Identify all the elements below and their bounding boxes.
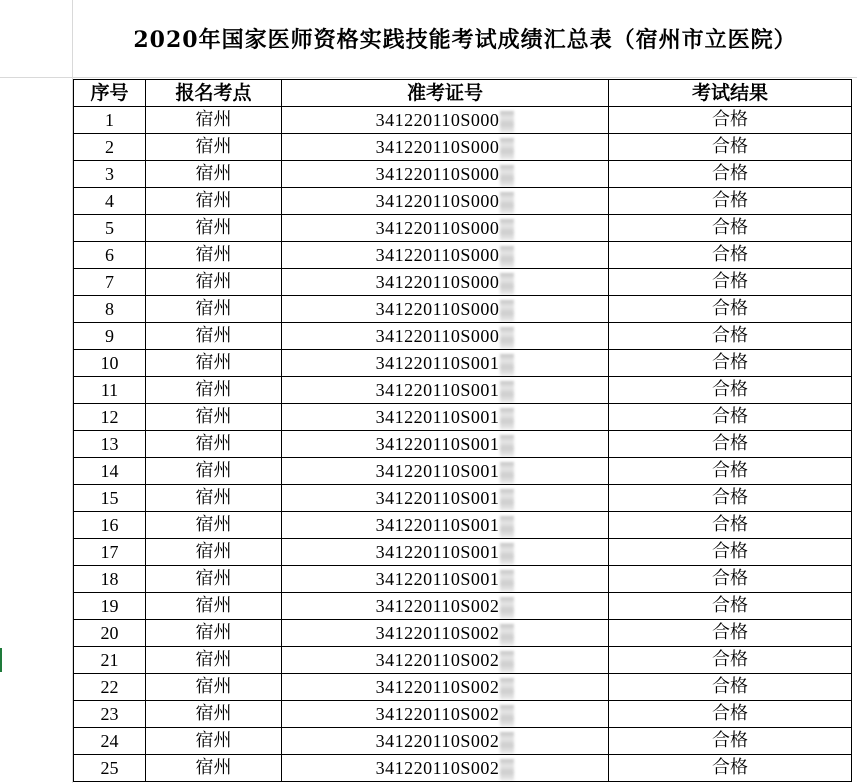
cell-seq-text: 2 — [105, 137, 114, 157]
cell-seq[interactable] — [74, 674, 146, 701]
table-row — [74, 161, 852, 188]
cell-seq-text: 18 — [100, 569, 119, 589]
cell-result-text: 合格 — [712, 757, 748, 778]
cell-site[interactable] — [146, 323, 282, 350]
redaction-blur — [500, 138, 514, 160]
redaction-blur — [500, 543, 514, 565]
cell-seq[interactable] — [74, 755, 146, 782]
table-row — [74, 458, 852, 485]
table-row — [74, 350, 852, 377]
cell-exam-no-text: 341220110S001 — [375, 542, 500, 562]
cell-site[interactable] — [146, 728, 282, 755]
table-row — [74, 296, 852, 323]
redaction-blur — [500, 327, 514, 349]
cell-result[interactable] — [609, 593, 852, 620]
cell-seq[interactable] — [74, 296, 146, 323]
cell-site-text: 宿州 — [195, 595, 232, 616]
cell-exam-no[interactable] — [282, 404, 609, 431]
cell-result[interactable] — [609, 539, 852, 566]
table-row — [74, 485, 852, 512]
redaction-blur — [500, 732, 514, 754]
cell-result[interactable] — [609, 161, 852, 188]
cell-result-text: 合格 — [712, 163, 748, 184]
cell-exam-no[interactable] — [282, 350, 609, 377]
cell-site[interactable] — [146, 350, 282, 377]
table-row — [74, 188, 852, 215]
cell-exam-no-text: 341220110S002 — [375, 677, 500, 697]
table-row — [74, 242, 852, 269]
cell-seq[interactable] — [74, 350, 146, 377]
cell-result[interactable] — [609, 188, 852, 215]
table-row — [74, 269, 852, 296]
cell-result-text: 合格 — [712, 676, 748, 697]
cell-seq[interactable] — [74, 512, 146, 539]
cell-seq-text: 22 — [100, 677, 119, 697]
table-row — [74, 134, 852, 161]
cell-exam-no-text: 341220110S001 — [375, 461, 500, 481]
redaction-blur — [500, 354, 514, 376]
cell-result[interactable] — [609, 134, 852, 161]
cell-seq-text: 13 — [100, 434, 119, 454]
cell-site[interactable] — [146, 242, 282, 269]
cell-site-text: 宿州 — [195, 514, 232, 535]
cell-site[interactable] — [146, 404, 282, 431]
cell-seq[interactable] — [74, 161, 146, 188]
table-row — [74, 701, 852, 728]
cell-result-text: 合格 — [712, 649, 748, 670]
cell-site[interactable] — [146, 674, 282, 701]
cell-seq[interactable] — [74, 134, 146, 161]
cell-site-text: 宿州 — [195, 622, 232, 643]
redaction-blur — [500, 435, 514, 457]
cell-exam-no[interactable] — [282, 161, 609, 188]
cell-seq-text: 1 — [105, 110, 114, 130]
table-row — [74, 647, 852, 674]
cell-exam-no[interactable] — [282, 458, 609, 485]
cell-site[interactable] — [146, 539, 282, 566]
cell-site-text: 宿州 — [195, 190, 232, 211]
table-row — [74, 404, 852, 431]
cell-site[interactable] — [146, 296, 282, 323]
cell-exam-no-text: 341220110S000 — [375, 245, 500, 265]
cell-exam-no-text: 341220110S001 — [375, 407, 500, 427]
table-row — [74, 728, 852, 755]
cell-site-text: 宿州 — [195, 325, 232, 346]
header-seq[interactable]: 序号 — [74, 80, 146, 107]
table-row — [74, 323, 852, 350]
cell-site[interactable] — [146, 755, 282, 782]
cell-site-text: 宿州 — [195, 757, 232, 778]
cell-result-text: 合格 — [712, 271, 748, 292]
cell-result-text: 合格 — [712, 217, 748, 238]
cell-exam-no-text: 341220110S001 — [375, 380, 500, 400]
cell-exam-no-text: 341220110S000 — [375, 137, 500, 157]
cell-exam-no[interactable] — [282, 512, 609, 539]
cell-result[interactable] — [609, 512, 852, 539]
cell-exam-no[interactable] — [282, 566, 609, 593]
cell-exam-no[interactable] — [282, 188, 609, 215]
cell-seq[interactable] — [74, 620, 146, 647]
table-row — [74, 566, 852, 593]
cell-result-text: 合格 — [712, 406, 748, 427]
cell-exam-no[interactable] — [282, 215, 609, 242]
cell-exam-no-text: 341220110S002 — [375, 704, 500, 724]
cell-result[interactable] — [609, 701, 852, 728]
cell-result-text: 合格 — [712, 190, 748, 211]
cell-site[interactable] — [146, 593, 282, 620]
cell-site-text: 宿州 — [195, 217, 232, 238]
cell-result-text: 合格 — [712, 595, 748, 616]
cell-site[interactable] — [146, 566, 282, 593]
cell-site[interactable] — [146, 458, 282, 485]
cell-seq[interactable] — [74, 539, 146, 566]
cell-result[interactable] — [609, 107, 852, 134]
table-row — [74, 107, 852, 134]
cell-site-text: 宿州 — [195, 487, 232, 508]
cell-exam-no-text: 341220110S001 — [375, 434, 500, 454]
cell-exam-no-text: 341220110S002 — [375, 731, 500, 751]
cell-site[interactable] — [146, 512, 282, 539]
results-table — [73, 79, 852, 782]
header-row — [74, 80, 852, 107]
cell-exam-no-text: 341220110S002 — [375, 596, 500, 616]
cell-site-text: 宿州 — [195, 460, 232, 481]
header-exam-no[interactable]: 准考证号 — [282, 80, 609, 107]
cell-seq-text: 20 — [100, 623, 119, 643]
table-row — [74, 674, 852, 701]
row-selection-marker — [0, 648, 2, 672]
cell-seq-text: 15 — [100, 488, 119, 508]
cell-exam-no-text: 341220110S000 — [375, 218, 500, 238]
cell-exam-no-text: 341220110S000 — [375, 272, 500, 292]
cell-result[interactable] — [609, 296, 852, 323]
cell-exam-no[interactable] — [282, 647, 609, 674]
cell-site[interactable] — [146, 134, 282, 161]
redaction-blur — [500, 597, 514, 619]
cell-exam-no[interactable] — [282, 593, 609, 620]
redaction-blur — [500, 273, 514, 295]
cell-result-text: 合格 — [712, 298, 748, 319]
cell-site-text: 宿州 — [195, 649, 232, 670]
redaction-blur — [500, 705, 514, 727]
cell-site-text: 宿州 — [195, 568, 232, 589]
cell-seq-text: 9 — [105, 326, 114, 346]
cell-site[interactable] — [146, 701, 282, 728]
cell-site-text: 宿州 — [195, 379, 232, 400]
cell-exam-no[interactable] — [282, 242, 609, 269]
cell-exam-no[interactable] — [282, 269, 609, 296]
redaction-blur — [500, 759, 514, 781]
header-site[interactable]: 报名考点 — [146, 80, 282, 107]
cell-exam-no-text: 341220110S000 — [375, 164, 500, 184]
cell-seq[interactable] — [74, 377, 146, 404]
cell-exam-no-text: 341220110S000 — [375, 326, 500, 346]
cell-site-text: 宿州 — [195, 352, 232, 373]
cell-site[interactable] — [146, 215, 282, 242]
cell-site-text: 宿州 — [195, 676, 232, 697]
cell-exam-no[interactable] — [282, 485, 609, 512]
cell-seq-text: 3 — [105, 164, 114, 184]
cell-exam-no[interactable] — [282, 377, 609, 404]
cell-result-text: 合格 — [712, 136, 748, 157]
redaction-blur — [500, 678, 514, 700]
cell-seq[interactable] — [74, 107, 146, 134]
cell-seq[interactable] — [74, 458, 146, 485]
sheet-title[interactable]: 2020年国家医师资格实践技能考试成绩汇总表（宿州市立医院） — [73, 0, 857, 76]
cell-seq[interactable] — [74, 404, 146, 431]
cell-exam-no-text: 341220110S002 — [375, 623, 500, 643]
cell-seq-text: 24 — [100, 731, 119, 751]
redaction-blur — [500, 624, 514, 646]
cell-exam-no[interactable] — [282, 674, 609, 701]
cell-result-text: 合格 — [712, 622, 748, 643]
cell-result[interactable] — [609, 215, 852, 242]
cell-result-text: 合格 — [712, 487, 748, 508]
cell-exam-no[interactable] — [282, 323, 609, 350]
cell-seq-text: 17 — [100, 542, 119, 562]
cell-seq[interactable] — [74, 215, 146, 242]
cell-seq-text: 4 — [105, 191, 114, 211]
cell-result[interactable] — [609, 404, 852, 431]
cell-exam-no[interactable] — [282, 296, 609, 323]
redaction-blur — [500, 246, 514, 268]
cell-seq[interactable] — [74, 485, 146, 512]
cell-exam-no[interactable] — [282, 431, 609, 458]
cell-seq-text: 23 — [100, 704, 119, 724]
redaction-blur — [500, 516, 514, 538]
cell-seq[interactable] — [74, 701, 146, 728]
cell-result[interactable] — [609, 620, 852, 647]
cell-seq[interactable] — [74, 323, 146, 350]
cell-result-text: 合格 — [712, 541, 748, 562]
cell-site[interactable] — [146, 188, 282, 215]
cell-exam-no-text: 341220110S001 — [375, 515, 500, 535]
cell-site[interactable] — [146, 269, 282, 296]
cell-result[interactable] — [609, 674, 852, 701]
cell-seq-text: 6 — [105, 245, 114, 265]
cell-exam-no-text: 341220110S001 — [375, 569, 500, 589]
table-row — [74, 593, 852, 620]
table-row — [74, 755, 852, 782]
cell-result[interactable] — [609, 728, 852, 755]
table-row — [74, 431, 852, 458]
cell-result[interactable] — [609, 377, 852, 404]
cell-result[interactable] — [609, 323, 852, 350]
table-row — [74, 620, 852, 647]
cell-seq[interactable] — [74, 269, 146, 296]
cell-seq[interactable] — [74, 647, 146, 674]
cell-result[interactable] — [609, 755, 852, 782]
cell-seq[interactable] — [74, 728, 146, 755]
cell-site-text: 宿州 — [195, 433, 232, 454]
cell-exam-no[interactable] — [282, 701, 609, 728]
redaction-blur — [500, 489, 514, 511]
cell-exam-no-text: 341220110S000 — [375, 191, 500, 211]
cell-exam-no[interactable] — [282, 728, 609, 755]
cell-result-text: 合格 — [712, 379, 748, 400]
redaction-blur — [500, 192, 514, 214]
cell-seq-text: 21 — [100, 650, 119, 670]
cell-result-text: 合格 — [712, 433, 748, 454]
cell-site-text: 宿州 — [195, 136, 232, 157]
cell-result-text: 合格 — [712, 244, 748, 265]
cell-exam-no[interactable] — [282, 539, 609, 566]
cell-seq-text: 14 — [100, 461, 119, 481]
redaction-blur — [500, 165, 514, 187]
cell-exam-no-text: 341220110S002 — [375, 758, 500, 778]
cell-seq[interactable] — [74, 242, 146, 269]
cell-exam-no-text: 341220110S000 — [375, 299, 500, 319]
cell-result-text: 合格 — [712, 352, 748, 373]
cell-site-text: 宿州 — [195, 244, 232, 265]
cell-exam-no-text: 341220110S002 — [375, 650, 500, 670]
cell-site-text: 宿州 — [195, 163, 232, 184]
cell-seq[interactable] — [74, 566, 146, 593]
cell-exam-no-text: 341220110S001 — [375, 488, 500, 508]
cell-seq[interactable] — [74, 431, 146, 458]
cell-site-text: 宿州 — [195, 271, 232, 292]
cell-seq-text: 10 — [100, 353, 119, 373]
cell-exam-no-text: 341220110S001 — [375, 353, 500, 373]
cell-result-text: 合格 — [712, 325, 748, 346]
cell-seq-text: 8 — [105, 299, 114, 319]
cell-seq-text: 12 — [100, 407, 119, 427]
cell-site-text: 宿州 — [195, 703, 232, 724]
cell-site[interactable] — [146, 107, 282, 134]
cell-site[interactable] — [146, 485, 282, 512]
redaction-blur — [500, 651, 514, 673]
cell-exam-no[interactable] — [282, 107, 609, 134]
redaction-blur — [500, 300, 514, 322]
cell-result-text: 合格 — [712, 460, 748, 481]
redaction-blur — [500, 381, 514, 403]
cell-site[interactable] — [146, 377, 282, 404]
cell-result[interactable] — [609, 485, 852, 512]
cell-result[interactable] — [609, 269, 852, 296]
cell-exam-no-text: 341220110S000 — [375, 110, 500, 130]
table-row — [74, 512, 852, 539]
cell-site[interactable] — [146, 647, 282, 674]
cell-result[interactable] — [609, 566, 852, 593]
cell-seq-text: 11 — [100, 380, 119, 400]
cell-result-text: 合格 — [712, 730, 748, 751]
cell-seq-text: 16 — [100, 515, 119, 535]
cell-exam-no[interactable] — [282, 620, 609, 647]
redaction-blur — [500, 219, 514, 241]
cell-exam-no[interactable] — [282, 134, 609, 161]
cell-site-text: 宿州 — [195, 298, 232, 319]
cell-seq-text: 7 — [105, 272, 114, 292]
cell-seq[interactable] — [74, 593, 146, 620]
redaction-blur — [500, 462, 514, 484]
cell-site-text: 宿州 — [195, 109, 232, 130]
redaction-blur — [500, 111, 514, 133]
cell-result[interactable] — [609, 458, 852, 485]
cell-exam-no[interactable] — [282, 755, 609, 782]
cell-result-text: 合格 — [712, 109, 748, 130]
cell-seq[interactable] — [74, 188, 146, 215]
cell-seq-text: 5 — [105, 218, 114, 238]
cell-site[interactable] — [146, 620, 282, 647]
cell-result[interactable] — [609, 647, 852, 674]
redaction-blur — [500, 408, 514, 430]
cell-site-text: 宿州 — [195, 406, 232, 427]
cell-result[interactable] — [609, 242, 852, 269]
cell-seq-text: 25 — [100, 758, 119, 778]
sheet-gridline — [0, 77, 857, 78]
cell-result[interactable] — [609, 350, 852, 377]
cell-result-text: 合格 — [712, 568, 748, 589]
cell-site-text: 宿州 — [195, 730, 232, 751]
cell-site-text: 宿州 — [195, 541, 232, 562]
header-result[interactable]: 考试结果 — [609, 80, 852, 107]
redaction-blur — [500, 570, 514, 592]
table-row — [74, 539, 852, 566]
table-row — [74, 215, 852, 242]
cell-site[interactable] — [146, 431, 282, 458]
table-row — [74, 377, 852, 404]
cell-seq-text: 19 — [100, 596, 119, 616]
cell-site[interactable] — [146, 161, 282, 188]
cell-result-text: 合格 — [712, 703, 748, 724]
cell-result[interactable] — [609, 431, 852, 458]
cell-result-text: 合格 — [712, 514, 748, 535]
